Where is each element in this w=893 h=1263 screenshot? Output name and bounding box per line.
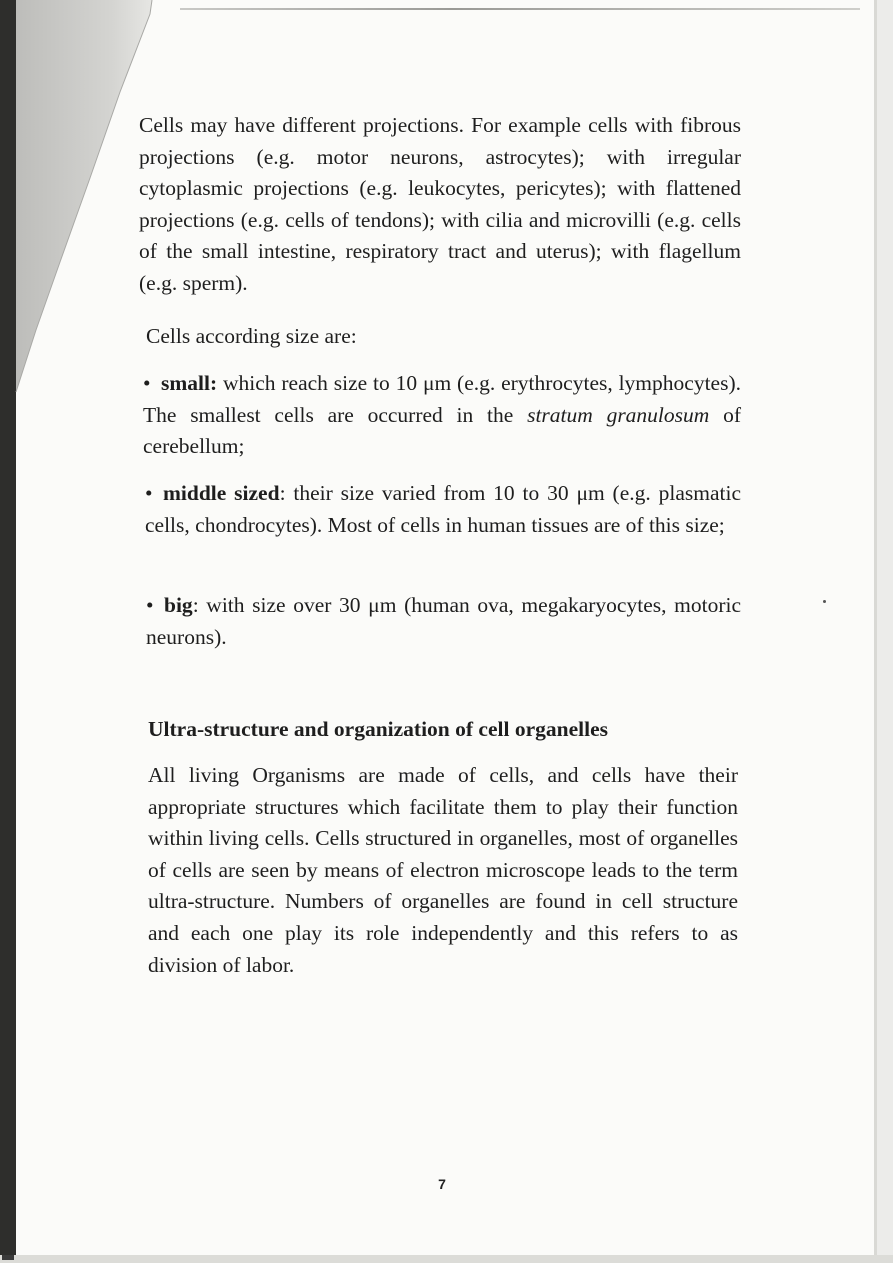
bullet-term-middle: middle sized xyxy=(163,481,280,505)
bullet-marker: • xyxy=(146,593,154,617)
bullet-italic-term: stratum granulosum xyxy=(527,402,710,427)
paragraph-cell-projections: Cells may have different projections. For example cells with fibrous projections (e.g. motor neurons, astrocytes); with irregular cytoplasmic projections (e.g. leukocytes, pericytes); with flattened projections (e.g. cells of tendons); with cilia and microvilli (e.g. cells of the small intestine, respiratory tract and uterus); with flagellum (e.g. sperm). xyxy=(139,113,741,295)
bullet-marker: • xyxy=(145,481,153,505)
bullet-text-small: which reach size to 10 μm (e.g. erythrocytes, lymphocytes). The smallest cells are occurred in the xyxy=(143,371,741,427)
bottom-mark xyxy=(2,1255,14,1260)
page-curl-shadow xyxy=(0,0,1,1)
page-number: 7 xyxy=(438,1176,446,1192)
paragraph-ultra-structure: All living Organisms are made of cells, and cells have their appropriate structures which facilitate them to play their function within living cells. Cells structured in organelles, most of organelles of cells are seen by means of electron microscope leads to the term ultra-structure. Numbers of organelles are found in cell structure and each one play its role independently and this refers to as division of labor. xyxy=(148,763,738,977)
bullet-small xyxy=(143,368,741,463)
bullet-marker: • xyxy=(143,371,151,395)
bullet-term-small: small: xyxy=(161,371,218,395)
bullet-big xyxy=(146,590,741,653)
bullet-text-big: : with size over 30 μm (human ova, megakaryocytes, motoric neurons). xyxy=(146,593,741,649)
dust-speck xyxy=(823,600,826,603)
bottom-edge xyxy=(0,1255,893,1263)
section-heading: Ultra-structure and organization of cell organelles xyxy=(148,717,608,741)
bullet-term-big: big xyxy=(164,593,193,617)
paragraph-size-intro: Cells according size are: xyxy=(146,324,357,348)
bullet-middle-sized xyxy=(145,478,741,541)
page-edge xyxy=(874,0,877,1258)
bullet-text-small-end: of cerebellum; xyxy=(143,402,741,459)
bullet-text-middle: : their size varied from 10 to 30 μm (e.g. plasmatic cells, chondrocytes). Most of cells in human tissues are of this size; xyxy=(145,481,742,537)
previous-page-edge xyxy=(180,8,860,10)
